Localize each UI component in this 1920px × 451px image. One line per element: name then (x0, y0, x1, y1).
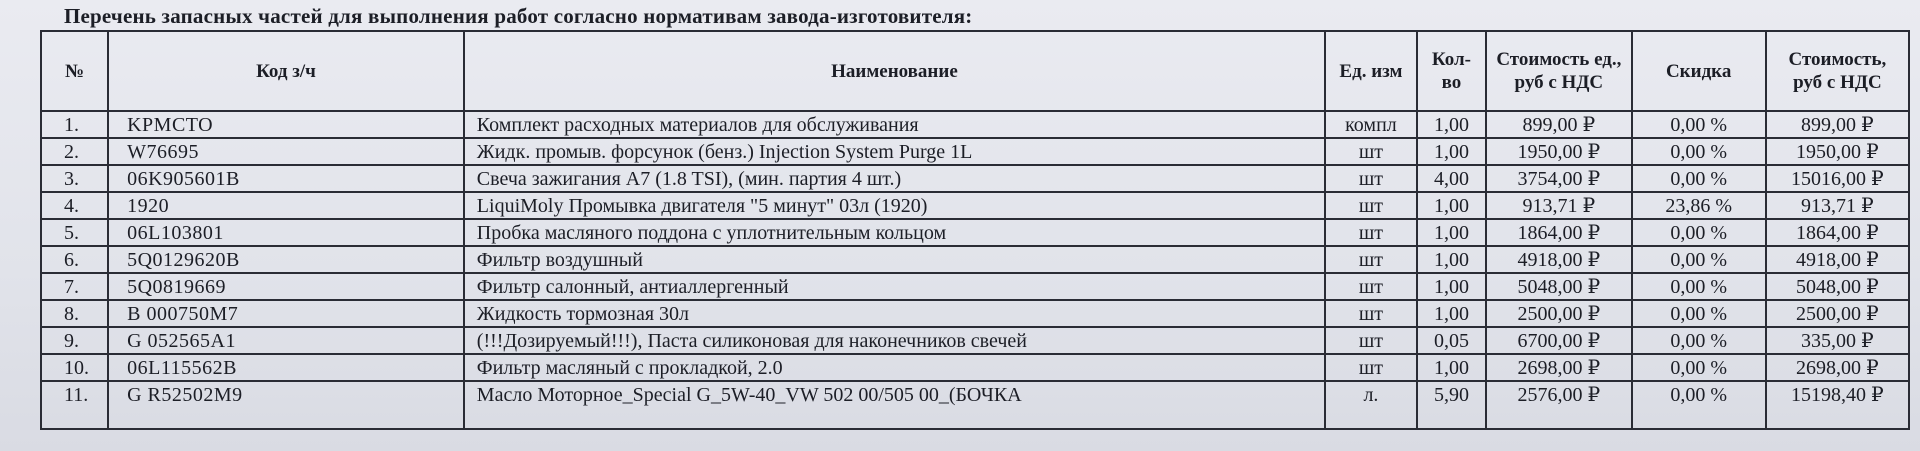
quantity-cell: 1,00 (1417, 192, 1486, 219)
discount-cell: 0,00 % (1632, 354, 1766, 381)
unit-cell: шт (1325, 354, 1417, 381)
part-code: 06K905601B (108, 165, 464, 192)
row-number: 2. (41, 138, 108, 165)
unit-price-cell: 5048,00 ₽ (1486, 273, 1631, 300)
table-row (41, 300, 1909, 327)
table-row (41, 219, 1909, 246)
unit-price-cell: 6700,00 ₽ (1486, 327, 1631, 354)
part-name: Фильтр воздушный (464, 246, 1325, 273)
quantity-cell: 4,00 (1417, 165, 1486, 192)
unit-price-cell: 1864,00 ₽ (1486, 219, 1631, 246)
discount-cell: 0,00 % (1632, 219, 1766, 246)
table-row (41, 273, 1909, 300)
unit-cell: шт (1325, 273, 1417, 300)
part-name: Пробка масляного поддона с уплотнительным кольцом (464, 219, 1325, 246)
part-name: Жидкость тормозная 30л (464, 300, 1325, 327)
row-number: 3. (41, 165, 108, 192)
row-number: 7. (41, 273, 108, 300)
quantity-cell: 1,00 (1417, 246, 1486, 273)
discount-cell: 0,00 % (1632, 327, 1766, 354)
total-cell: 5048,00 ₽ (1766, 273, 1909, 300)
row-number: 5. (41, 219, 108, 246)
quantity-cell: 1,00 (1417, 300, 1486, 327)
unit-cell: шт (1325, 192, 1417, 219)
discount-cell: 0,00 % (1632, 138, 1766, 165)
part-code: 06L115562B (108, 354, 464, 381)
unit-price-cell: 2576,00 ₽ (1486, 381, 1631, 429)
parts-table (40, 30, 1910, 430)
total-cell: 15016,00 ₽ (1766, 165, 1909, 192)
unit-cell: шт (1325, 165, 1417, 192)
part-name: Свеча зажигания A7 (1.8 TSI), (мин. партия 4 шт.) (464, 165, 1325, 192)
row-number: 8. (41, 300, 108, 327)
header-num: № (41, 31, 108, 111)
table-header-row (41, 31, 1909, 111)
total-cell: 899,00 ₽ (1766, 111, 1909, 138)
unit-price-cell: 2698,00 ₽ (1486, 354, 1631, 381)
unit-price-cell: 3754,00 ₽ (1486, 165, 1631, 192)
unit-price-cell: 913,71 ₽ (1486, 192, 1631, 219)
unit-price-cell: 2500,00 ₽ (1486, 300, 1631, 327)
header-code: Код з/ч (108, 31, 464, 111)
discount-cell: 0,00 % (1632, 300, 1766, 327)
quantity-cell: 1,00 (1417, 111, 1486, 138)
row-number: 6. (41, 246, 108, 273)
part-name: Фильтр салонный, антиаллергенный (464, 273, 1325, 300)
document-title: Перечень запасных частей для выполнения работ согласно нормативам завода-изготовителя: (64, 4, 973, 28)
unit-price-cell: 1950,00 ₽ (1486, 138, 1631, 165)
header-name: Наименование (464, 31, 1325, 111)
quantity-cell: 1,00 (1417, 138, 1486, 165)
unit-cell: шт (1325, 327, 1417, 354)
header-qty: Кол-во (1417, 31, 1486, 111)
quantity-cell: 1,00 (1417, 354, 1486, 381)
header-unit: Ед. изм (1325, 31, 1417, 111)
header-price: Стоимость ед., руб с НДС (1486, 31, 1631, 111)
part-code: G 052565A1 (108, 327, 464, 354)
table-row (41, 192, 1909, 219)
quantity-cell: 1,00 (1417, 219, 1486, 246)
part-name: Масло Моторное_Special G_5W-40_VW 502 00/505 00_(БОЧКА (464, 381, 1325, 429)
unit-cell: шт (1325, 246, 1417, 273)
table-row (41, 354, 1909, 381)
row-number: 4. (41, 192, 108, 219)
unit-cell: шт (1325, 138, 1417, 165)
part-code: B 000750M7 (108, 300, 464, 327)
row-number: 9. (41, 327, 108, 354)
header-total: Стоимость, руб с НДС (1766, 31, 1909, 111)
part-code: W76695 (108, 138, 464, 165)
total-cell: 2500,00 ₽ (1766, 300, 1909, 327)
quantity-cell: 1,00 (1417, 273, 1486, 300)
quantity-cell: 5,90 (1417, 381, 1486, 429)
discount-cell: 0,00 % (1632, 165, 1766, 192)
unit-price-cell: 4918,00 ₽ (1486, 246, 1631, 273)
row-number: 1. (41, 111, 108, 138)
table-body (41, 111, 1909, 429)
part-name: Фильтр масляный с прокладкой, 2.0 (464, 354, 1325, 381)
unit-cell: шт (1325, 219, 1417, 246)
part-code: 1920 (108, 192, 464, 219)
part-code: 06L103801 (108, 219, 464, 246)
table-row (41, 327, 1909, 354)
discount-cell: 0,00 % (1632, 381, 1766, 429)
part-name: Комплект расходных материалов для обслуживания (464, 111, 1325, 138)
part-name: (!!!Дозируемый!!!), Паста силиконовая для наконечников свечей (464, 327, 1325, 354)
table-row (41, 138, 1909, 165)
quantity-cell: 0,05 (1417, 327, 1486, 354)
part-name: Жидк. промыв. форсунок (бенз.) Injection System Purge 1L (464, 138, 1325, 165)
unit-cell: л. (1325, 381, 1417, 429)
row-number: 10. (41, 354, 108, 381)
table-row (41, 246, 1909, 273)
discount-cell: 0,00 % (1632, 246, 1766, 273)
discount-cell: 0,00 % (1632, 273, 1766, 300)
row-number: 11. (41, 381, 108, 429)
total-cell: 335,00 ₽ (1766, 327, 1909, 354)
part-code: G R52502M9 (108, 381, 464, 429)
discount-cell: 23,86 % (1632, 192, 1766, 219)
part-code: 5Q0819669 (108, 273, 464, 300)
unit-price-cell: 899,00 ₽ (1486, 111, 1631, 138)
part-code: KPMCTO (108, 111, 464, 138)
table-row (41, 111, 1909, 138)
total-cell: 4918,00 ₽ (1766, 246, 1909, 273)
part-name: LiquiMoly Промывка двигателя "5 минут" 03л (1920) (464, 192, 1325, 219)
discount-cell: 0,00 % (1632, 111, 1766, 138)
unit-cell: компл (1325, 111, 1417, 138)
total-cell: 913,71 ₽ (1766, 192, 1909, 219)
part-code: 5Q0129620B (108, 246, 464, 273)
total-cell: 1950,00 ₽ (1766, 138, 1909, 165)
table-row (41, 165, 1909, 192)
total-cell: 15198,40 ₽ (1766, 381, 1909, 429)
unit-cell: шт (1325, 300, 1417, 327)
total-cell: 2698,00 ₽ (1766, 354, 1909, 381)
total-cell: 1864,00 ₽ (1766, 219, 1909, 246)
header-discount: Скидка (1632, 31, 1766, 111)
table-row (41, 381, 1909, 429)
